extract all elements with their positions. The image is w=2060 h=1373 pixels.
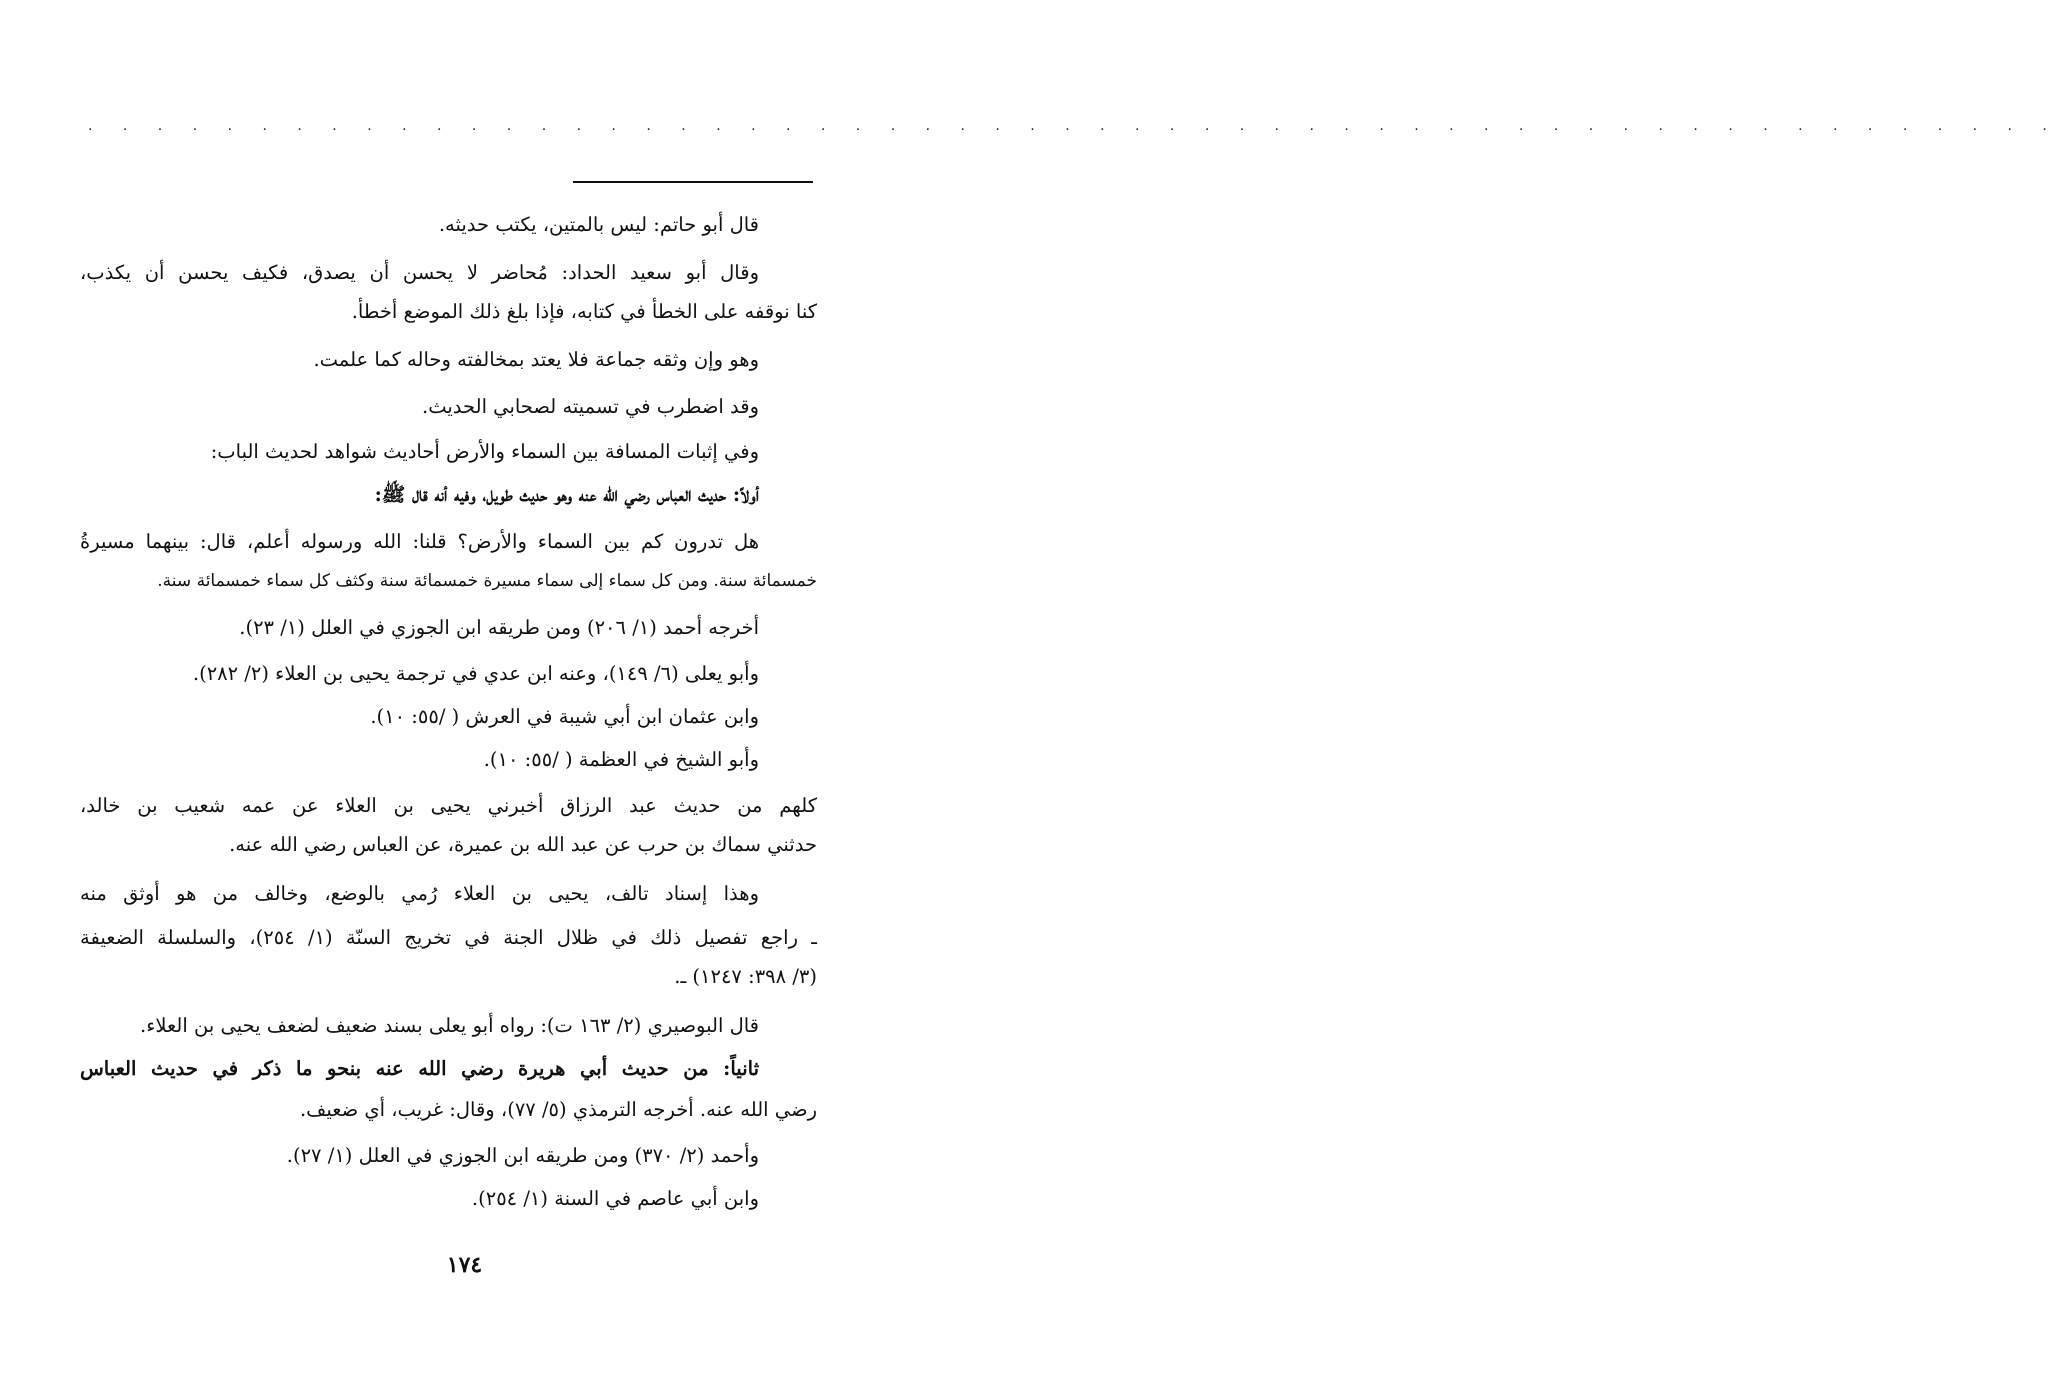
text-line: (٣/ ٣٩٨: ١٢٤٧) ـ. bbox=[674, 965, 817, 988]
text-line: قال البوصيري (٢/ ١٦٣ ت): رواه أبو يعلى بسند ضعيف لضعف يحيى بن العلاء. bbox=[140, 1014, 759, 1037]
footnote-rule bbox=[573, 181, 813, 183]
text-line: وقال أبو سعيد الحداد: مُحاضر لا يحسن أن يصدق، فكيف يحسن أن يكذب، bbox=[80, 261, 759, 284]
text-line: وقد اضطرب في تسميته لصحابي الحديث. bbox=[422, 395, 759, 418]
text-line-heading: أولاً: حديث العباس رضي الله عنه وهو حديث طويل، وفيه أنه قال ﷺ: bbox=[374, 483, 759, 506]
text-line: كلهم من حديث عبد الرزاق أخبرني يحيى بن العلاء عن عمه شعيب بن خالد، bbox=[80, 794, 817, 817]
text-line: وهذا إسناد تالف، يحيى بن العلاء رُمي بالوضع، وخالف من هو أوثق منه bbox=[80, 882, 759, 905]
text-line: وأبو يعلى (٦/ ١٤٩)، وعنه ابن عدي في ترجمة يحيى بن العلاء (٢/ ٢٨٢). bbox=[192, 662, 759, 685]
separator-dots: . . . . . . . . . . . . . . . . . . . . . . . . . . . . . . . . . . . . . . . . . . . . . . . . . . . . . . . . . bbox=[88, 118, 2060, 134]
text-line: وأبو الشيخ في العظمة ( /٥٥: ١٠). bbox=[483, 748, 759, 771]
page-number: ١٧٤ bbox=[446, 1252, 483, 1278]
text-line: ـ راجع تفصيل ذلك في ظلال الجنة في تخريج السنّة (١/ ٢٥٤)، والسلسلة الضعيفة bbox=[80, 926, 817, 949]
text-line: كنا نوقفه على الخطأ في كتابه، فإذا بلغ ذلك الموضع أخطأ. bbox=[351, 300, 817, 323]
text-line: وابن أبي عاصم في السنة (١/ ٢٥٤). bbox=[471, 1187, 759, 1210]
text-line: هل تدرون كم بين السماء والأرض؟ قلنا: الله ورسوله أعلم، قال: بينهما مسيرةُ bbox=[80, 530, 759, 553]
text-line: قال أبو حاتم: ليس بالمتين، يكتب حديثه. bbox=[438, 213, 759, 236]
text-line: وابن عثمان ابن أبي شيبة في العرش ( /٥٥: ١٠). bbox=[370, 705, 759, 728]
text-line: حدثني سماك بن حرب عن عبد الله بن عميرة، عن العباس رضي الله عنه. bbox=[229, 833, 817, 856]
text-line: أخرجه أحمد (١/ ٢٠٦) ومن طريقه ابن الجوزي في العلل (١/ ٢٣). bbox=[239, 616, 759, 639]
text-line: خمسمائة سنة. ومن كل سماء إلى سماء مسيرة خمسمائة سنة وكثف كل سماء خمسمائة سنة. bbox=[157, 571, 817, 591]
text-line: رضي الله عنه. أخرجه الترمذي (٥/ ٧٧)، وقال: غريب، أي ضعيف. bbox=[299, 1098, 817, 1121]
text-line: وفي إثبات المسافة بين السماء والأرض أحاديث شواهد لحديث الباب: bbox=[210, 440, 759, 463]
text-line: وهو وإن وثقه جماعة فلا يعتد بمخالفته وحاله كما علمت. bbox=[313, 348, 759, 371]
text-line: وأحمد (٢/ ٣٧٠) ومن طريقه ابن الجوزي في العلل (١/ ٢٧). bbox=[286, 1144, 759, 1167]
text-line-heading: ثانياً: من حديث أبي هريرة رضي الله عنه بنحو ما ذكر في حديث العباس bbox=[80, 1057, 759, 1080]
